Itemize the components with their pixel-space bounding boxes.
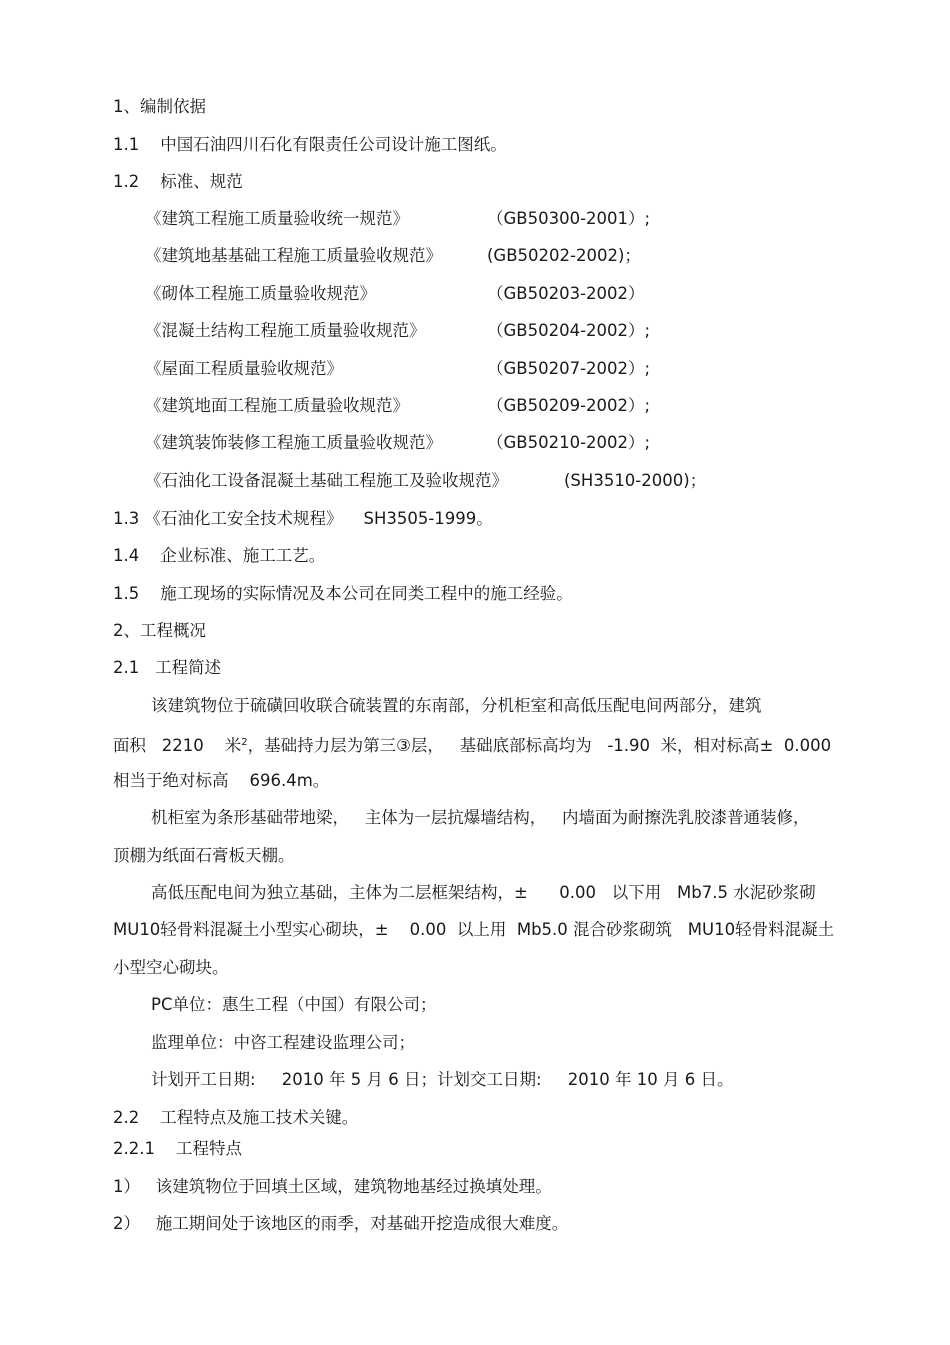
standard-code: （GB50207-2002）; (487, 359, 651, 378)
paragraph-line (113, 733, 831, 756)
section-1-2: 1.2 标准、规范 (113, 172, 243, 191)
section-2-2-1: 2.2.1 工程特点 (113, 1139, 242, 1158)
paragraph-line: 小型空心砌块。 (113, 958, 229, 977)
paragraph-line: 机柜室为条形基础带地梁， 主体为一层抗爆墙结构， 内墙面为耐擦洗乳胶漆普通装修， (151, 808, 810, 827)
section-1-1: 1.1 中国石油四川石化有限责任公司设计施工图纸。 (113, 135, 507, 154)
paragraph-line: MU10轻骨料混凝土小型实心砌块，± 0.00 以上用 Mb5.0 混合砂浆砌筑 MU10轻骨料混凝土 (113, 920, 835, 939)
section-1-4: 1.4 企业标准、施工工艺。 (113, 546, 326, 565)
standard-name: 《砌体工程施工质量验收规范》 (145, 284, 376, 303)
standard-code: （GB50300-2001）; (487, 209, 651, 228)
section-2-heading: 2、工程概况 (113, 621, 206, 640)
section-1-5: 1.5 施工现场的实际情况及本公司在同类工程中的施工经验。 (113, 584, 573, 603)
pc-unit: PC单位：惠生工程（中国）有限公司； (151, 995, 437, 1014)
schedule: 计划开工日期: 2010 年 5 月 6 日；计划交工日期: 2010 年 10 月 6 日。 (151, 1070, 734, 1089)
standard-name: 《建筑工程施工质量验收统一规范》 (145, 209, 409, 228)
section-2-2: 2.2 工程特点及施工技术关键。 (113, 1108, 359, 1127)
area-text: 面积 2210 米 (113, 736, 242, 755)
paragraph-line: 相当于绝对标高 696.4m。 (113, 771, 330, 790)
standard-code: （GB50204-2002）; (487, 321, 651, 340)
standard-code: （GB50209-2002）; (487, 396, 651, 415)
standard-name: 《屋面工程质量验收规范》 (145, 359, 343, 378)
section-1-heading: 1、编制依据 (113, 97, 206, 116)
paragraph-line: 顶棚为纸面石膏板天棚。 (113, 846, 295, 865)
standard-code: （GB50210-2002）; (487, 433, 651, 452)
section-2-1: 2.1 工程简述 (113, 658, 221, 677)
list-item: 1） 该建筑物位于回填土区域，建筑物地基经过换填处理。 (113, 1177, 552, 1196)
supervision-unit: 监理单位：中咨工程建设监理公司； (151, 1033, 415, 1052)
list-item: 2） 施工期间处于该地区的雨季，对基础开挖造成很大难度。 (113, 1214, 569, 1233)
superscript: 2 (241, 737, 248, 748)
standard-name: 《石油化工设备混凝土基础工程施工及验收规范》 (145, 471, 508, 490)
standard-name: 《建筑地面工程施工质量验收规范》 (145, 396, 409, 415)
standard-name: 《混凝土结构工程施工质量验收规范》 (145, 321, 426, 340)
paragraph-line: 高低压配电间为独立基础，主体为二层框架结构，± 0.00 以下用 Mb7.5 水泥砂浆砌 (151, 883, 816, 902)
section-1-3: 1.3 《石油化工安全技术规程》 SH3505-1999。 (113, 509, 493, 528)
standard-code: （GB50203-2002） (487, 284, 645, 303)
standard-code: (GB50202-2002)； (487, 246, 641, 265)
standard-name: 《建筑地基基础工程施工质量验收规范》 (145, 246, 442, 265)
standard-name: 《建筑装饰装修工程施工质量验收规范》 (145, 433, 442, 452)
standard-code: (SH3510-2000)； (564, 471, 707, 490)
foundation-text: ，基础持力层为第三③层， 基础底部标高均为 -1.90 米，相对标高± 0.000 (247, 736, 832, 755)
paragraph-line: 该建筑物位于硫磺回收联合硫装置的东南部，分机柜室和高低压配电间两部分，建筑 (151, 696, 762, 715)
